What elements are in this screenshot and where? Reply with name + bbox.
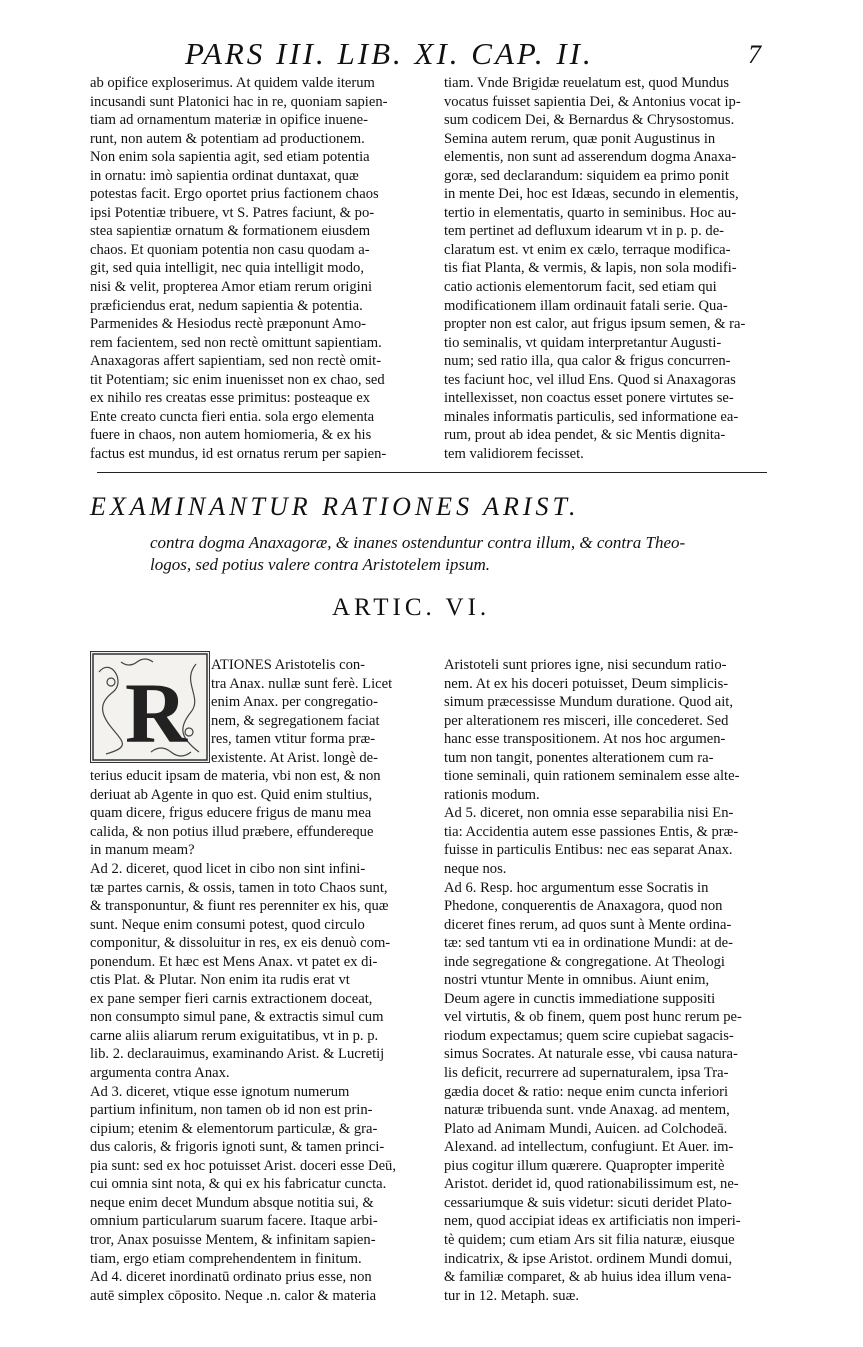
text-line: ATIONES Aristotelis con- <box>211 657 366 673</box>
page-number: 7 <box>748 40 761 69</box>
text-line: Alexand. ad intellectum, confugiunt. Et Auer. im- <box>444 1139 734 1156</box>
text-line: partium infinitum, non tamen ob id non est prin- <box>90 1102 373 1119</box>
text-line: intellexisset, non coactus esset ponere virtutes se- <box>444 390 734 407</box>
text-line: Ad 6. Resp. hoc argumentum esse Socratis in <box>444 879 709 896</box>
text-line: factus est mundus, id est ornatus rerum per sapien- <box>90 445 387 462</box>
text-line: chaos. Et quoniam potentia non casu quodam a- <box>90 241 370 258</box>
text-line: naturæ tribuenda sunt. vnde Anaxag. ad mentem, <box>444 1102 730 1119</box>
text-line: simum præcessisse Mundum duratione. Quod ait, <box>444 694 734 711</box>
text-line: nem. At ex his doceri potuisset, Deum simplicis- <box>444 675 729 692</box>
text-line: tia: Accidentia autem esse passiones Entis, & præ- <box>444 823 739 840</box>
text-line: Parmenides & Hesiodus rectè præponunt Amo- <box>90 316 367 333</box>
text-line: elementis, non sunt ad asserendum dogma Anaxa- <box>444 149 737 166</box>
text-line: Phedone, conquerentis de Anaxagora, quod non <box>444 898 723 915</box>
text-line: ponendum. Et hæc est Mens Anax. vt patet ex di- <box>90 953 378 970</box>
text-line: quam dicere, frigus educere frigus de manu mea <box>90 805 372 822</box>
text-line: tur in 12. Metaph. suæ. <box>444 1287 579 1304</box>
text-line: ex pane semper fieri carnis extractionem doceat, <box>90 990 373 1007</box>
text-line: tiam ad ornamentum materiæ in opifice inuene- <box>90 112 369 129</box>
text-line: Plato ad Animam Mundi, Auicen. ad Colchodeā. <box>444 1120 728 1137</box>
text-line: tum non tangit, ponentes alterationem cum ra- <box>444 749 714 766</box>
text-line: minales informatis particulis, sed informatione ea- <box>444 408 739 425</box>
text-line: pius cogitur illum quærere. Quapropter imperitè <box>444 1157 725 1174</box>
text-line: & familiæ comparet, & ab huius idea illum vena- <box>444 1269 732 1286</box>
text-line: Ad 2. diceret, quod licet in cibo non sint infini- <box>90 861 366 878</box>
text-line: lib. 2. declarauimus, examinando Arist. & Lucretij <box>90 1046 385 1063</box>
text-line: modificationem illam ordinauit fatali serie. Qua- <box>444 297 728 314</box>
text-line: sunt. Neque enim consumi potest, quod circulo <box>90 916 365 933</box>
text-line: neque nos. <box>444 861 507 878</box>
text-line: præficiendus erat, nedum sapientia & potentia. <box>90 297 363 314</box>
text-line: nostri vtuntur Mente in omnibus. Aiunt enim, <box>444 972 710 989</box>
text-line: rationis modum. <box>444 786 540 803</box>
text-line: cessariumque & suis videtur: sicuti deridet Plato- <box>444 1194 732 1211</box>
running-title: PARS III. LIB. XI. CAP. II. <box>185 36 594 71</box>
top-left-column <box>90 74 435 463</box>
text-line: dus caloris, & frigoris ignoti sunt, & tamen princi- <box>90 1139 385 1156</box>
text-line: Aristot. deridet id, quod rationabilissimum est, ne- <box>444 1176 739 1193</box>
section-divider <box>97 472 767 473</box>
text-line: autē simplex cōposito. Neque .n. calor & materia <box>90 1287 377 1304</box>
text-line: tiam, ergo etiam comprehendentem in finitum. <box>90 1250 362 1267</box>
text-line: cui omnia sint nota, & qui ex his fabricatur cuncta. <box>90 1176 387 1193</box>
text-line: fuisse in particulis Entibus: nec eas separat Anax. <box>444 842 733 859</box>
text-line: tè quidem; cum etiam Ars sit filia naturæ, eiusque <box>444 1231 735 1248</box>
text-line: in ornatu: imò sapientia ordinat duntaxat, quæ <box>90 167 359 184</box>
text-line: indicatrix, & ipse Aristot. ordinem Mundi domui, <box>444 1250 733 1267</box>
text-line: nisi & velit, propterea Amor etiam rerum origini <box>90 279 373 296</box>
text-line: tror, Anax posuisse Mentem, & infinitam sapien- <box>90 1231 376 1248</box>
text-line: rem facientem, sed non rectè omittunt sapientiam. <box>90 334 382 351</box>
text-line: git, sed quia intelligit, nec quia intelligit modo, <box>90 260 364 277</box>
bottom-right-column <box>444 656 778 1305</box>
text-line: omnium particularum suarum facere. Itaque arbi- <box>90 1213 378 1230</box>
text-line: stea sapientiæ ornatum & formationem eiusdem <box>90 223 371 240</box>
text-line: riodum expectamus; quem scire cupiebat sagacis- <box>444 1027 734 1044</box>
text-line: carne aliis aliarum rerum exiguitatibus, vt in p. p. <box>90 1027 379 1044</box>
text-line: Anaxagoras affert sapientiam, sed non rectè omit- <box>90 353 382 370</box>
text-line: catio actionis elementorum facit, sed etiam qui <box>444 279 717 296</box>
text-line: Deum agere in cunctis immediatione suppositi <box>444 990 716 1007</box>
text-line: tit Potentiam; sic enim inuenisset non ex chao, sed <box>90 371 385 388</box>
text-line: existente. At Arist. longè de- <box>211 749 378 766</box>
text-line: ex nihilo res creatas esse primitus: posteaque ex <box>90 390 371 407</box>
text-line: Aristoteli sunt priores igne, nisi secundum ratio- <box>444 657 727 673</box>
text-line: tes faciunt hoc, vel illud Ens. Quod si Anaxagoras <box>444 371 736 388</box>
text-line: in manum meam? <box>90 842 195 859</box>
text-line: enim Anax. per congregatio- <box>211 694 378 711</box>
text-line: tem validiorem fecisset. <box>444 445 584 462</box>
text-line: simus Socrates. At naturale esse, vbi causa natura- <box>444 1046 738 1063</box>
text-line: calida, & non potius illud præbere, effundereque <box>90 823 374 840</box>
text-line: tis fiat Planta, & vermis, & lapis, non sola modifi- <box>444 260 737 277</box>
text-line: contra dogma Anaxagoræ, & inanes ostenduntur contra illum, & contra Theo- <box>150 533 686 552</box>
text-line: vocatus fuisset sapientia Dei, & Antonius vocat ip- <box>444 93 741 110</box>
text-line: logos, sed potius valere contra Aristotelem ipsum. <box>150 555 490 574</box>
text-line: propter non est calor, aut frigus ipsum semen, & ra- <box>444 316 746 333</box>
text-line: in mente Dei, hoc est Idæas, secundo in elementis, <box>444 186 739 203</box>
text-line: Ad 5. diceret, non omnia esse separabilia nisi En- <box>444 805 734 822</box>
text-line: nem, quod accipiat ideas ex artificiatis non imperi- <box>444 1213 741 1230</box>
text-line: tio seminalis, vt quidam interpretantur Augusti- <box>444 334 722 351</box>
top-right-column <box>444 74 777 463</box>
text-line: argumenta contra Anax. <box>90 1065 230 1082</box>
text-line: res, tamen vtitur forma præ- <box>211 731 376 748</box>
text-line: per alterationem res misceri, ille concederet. Sed <box>444 712 729 729</box>
text-line: cipium; etenim & elementorum particulæ, & gra- <box>90 1120 378 1137</box>
text-line: runt, non autem & potentiam ad productionem. <box>90 130 365 147</box>
text-line: diceret fines rerum, ad quos sunt à Mente ordina- <box>444 916 732 933</box>
text-line: ctis Plat. & Plutar. Non enim ita rudis erat vt <box>90 972 350 989</box>
text-line: componitur, & dissoluitur in res, ex eis denuò com- <box>90 935 391 952</box>
text-line: pia sunt: sed ex hoc potuisset Arist. doceri esse Deū, <box>90 1157 397 1174</box>
text-line: vel virtutis, & ob finem, quem post hunc rerum pe- <box>444 1009 742 1026</box>
text-line: fuere in chaos, non autem homiomeria, & ex his <box>90 427 372 444</box>
text-line: rum, prout ab idea pendet, & sic Mentis dignita- <box>444 427 726 444</box>
text-line: tione seminali, quin rationem seminalem esse alte- <box>444 768 740 785</box>
text-line: Non enim sola sapientia agit, sed etiam potentia <box>90 149 370 166</box>
text-line: ipsi Potentiæ tribuere, vt S. Patres faciunt, & po- <box>90 204 375 221</box>
text-line: neque enim decet Mundum absque notitia sui, & <box>90 1194 374 1211</box>
text-line: incusandi sunt Platonici hac in re, quoniam sapien- <box>90 93 388 110</box>
text-line: Semina autem rerum, quæ ponit Augustinus in <box>444 130 716 147</box>
text-line: sum codicem Dei, & Bernardus & Chrysostomus. <box>444 112 735 129</box>
section-heading: EXAMINANTUR RATIONES ARIST. <box>90 492 580 521</box>
text-line: terius educit ipsam de materia, vbi non est, & non <box>90 768 381 785</box>
text-line: gædia docet & ratio: neque enim cuncta inferiori <box>444 1083 729 1100</box>
svg-text:R: R <box>125 665 188 761</box>
text-line: ab opifice exploserimus. At quidem valde iterum <box>90 75 375 91</box>
bottom-left-column <box>90 656 435 1305</box>
article-number: ARTIC. VI. <box>332 594 491 621</box>
text-line: nem, & segregationem faciat <box>211 712 380 729</box>
text-line: Ad 3. diceret, vtique esse ignotum numerum <box>90 1083 350 1100</box>
text-line: tæ partes carnis, & ossis, tamen in toto Chaos sunt, <box>90 879 388 896</box>
text-line: & transponuntur, & fiunt res perenniter ex his, quæ <box>90 898 389 915</box>
section-subheading <box>150 532 790 576</box>
text-line: non consumpto simul pane, & extractis simul cum <box>90 1009 384 1026</box>
running-head <box>0 34 863 74</box>
text-line: goræ, sed declarandum: siquidem ea primo ponit <box>444 167 729 184</box>
text-line: tertio in elementatis, quarto in seminibus. Hoc au- <box>444 204 737 221</box>
text-line: potestas facit. Ergo oportet prius factionem chaos <box>90 186 379 203</box>
text-line: num; sed ratio illa, qua calor & frigus concurren- <box>444 353 731 370</box>
text-line: claratum est. vt enim ex cælo, terraque modifica- <box>444 241 731 258</box>
text-line: tem pertinet ad defluxum idearum vt in p. p. de- <box>444 223 725 240</box>
text-line: tiam. Vnde Brigidæ reuelatum est, quod Mundus <box>444 75 730 91</box>
text-line: hanc esse transpositionem. At nos hoc argumen- <box>444 731 726 748</box>
text-line: lis deficit, recurrere ad supernaturalem, ipsa Tra- <box>444 1065 729 1082</box>
text-line: tæ: sed tantum vti ea in ordinatione Mundi: at de- <box>444 935 733 952</box>
text-line: tra Anax. nullæ sunt ferè. Licet <box>211 675 393 692</box>
text-line: inde segregatione & congregatione. At Theologi <box>444 953 725 970</box>
text-line: Ad 4. diceret inordinatū ordinato prius esse, non <box>90 1269 372 1286</box>
text-line: Ente creato cuncta fieri entia. sola ergo elementa <box>90 408 375 425</box>
text-line: deriuat ab Agente in quo est. Quid enim stultius, <box>90 786 373 803</box>
